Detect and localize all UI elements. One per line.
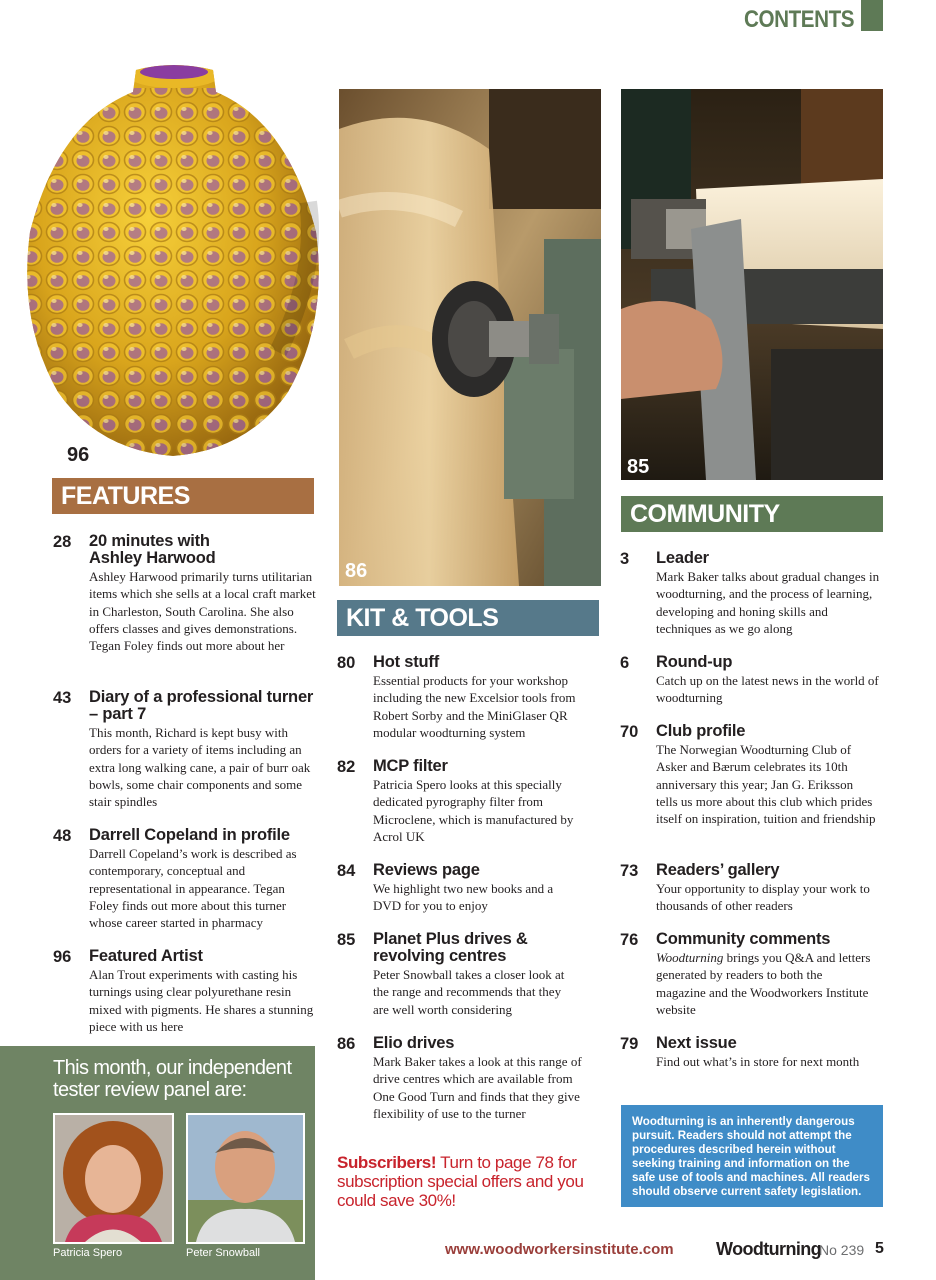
section-title: CONTENTS [744, 6, 855, 33]
entry-title: Community comments [656, 930, 831, 948]
community-banner: COMMUNITY [621, 496, 883, 532]
tester-name-peter: Peter Snowball [186, 1247, 260, 1259]
entry-title: Planet Plus drives & revolving centres [373, 930, 528, 965]
community-entry[interactable] [620, 1035, 884, 1070]
spindle-photo [339, 89, 601, 586]
community-entry[interactable] [620, 550, 884, 637]
features-entry[interactable] [53, 689, 317, 810]
entry-description: Mark Baker talks about gradual changes in woodturning, and the process of learning, developing and honing skills and techniques as we go along [656, 569, 880, 636]
features-entry[interactable] [53, 827, 317, 931]
entry-description: Essential products for your workshop including the new Excelsior tools from Robert Sorby and the MiniGlaser QR modular woodturning system [373, 673, 576, 740]
entry-title: 20 minutes with Ashley Harwood [89, 532, 216, 567]
entry-page: 85 [337, 931, 356, 949]
tester-panel-title: This month, our independent tester review panel are: [53, 1057, 292, 1101]
entry-page: 43 [53, 689, 72, 707]
entry-description: This month, Richard is kept busy with orders for a variety of items including an extra long walking cane, a pair of burr oak bowls, some chair components and some stair spindles [89, 725, 311, 810]
community-entry[interactable] [620, 654, 884, 707]
entry-page: 86 [337, 1035, 356, 1053]
entry-description: Peter Snowball takes a closer look at the range and recommends that they are well worth considering [373, 967, 565, 1017]
entry-description [656, 949, 871, 1018]
entry-title: Club profile [656, 722, 746, 740]
entry-title: MCP filter [373, 757, 448, 775]
entry-page: 6 [620, 654, 630, 672]
vase-photo [18, 52, 328, 464]
community-entry[interactable] [620, 931, 884, 1018]
features-banner: FEATURES [52, 478, 314, 514]
kit-tools-banner: KIT & TOOLS [337, 600, 599, 636]
entry-title: Leader [656, 549, 709, 567]
entry-title: Elio drives [373, 1034, 455, 1052]
entry-page: 84 [337, 862, 356, 880]
entry-title: Readers’ gallery [656, 861, 780, 879]
footer-page-number: 5 [875, 1240, 884, 1257]
footer-issue: No 239 [819, 1242, 865, 1258]
entry-description: Alan Trout experiments with casting his turnings using clear polyurethane resin mixed with pigments. He shares a stunning piece with us here [89, 967, 314, 1034]
entry-description: Your opportunity to display your work to thousands of other readers [656, 881, 870, 914]
magazine-name: Woodturning [656, 950, 724, 965]
footer-url[interactable]: www.woodworkersinstitute.com [445, 1241, 674, 1258]
subscribers-offer[interactable] [337, 1153, 599, 1210]
community-entry[interactable] [620, 723, 884, 827]
entry-page: 73 [620, 862, 639, 880]
entry-page: 79 [620, 1035, 639, 1053]
community-entry[interactable] [620, 862, 884, 915]
tester-photo-peter [186, 1113, 305, 1244]
entry-title: Next issue [656, 1034, 737, 1052]
tester-photo-patricia [53, 1113, 174, 1244]
tester-name-patricia: Patricia Spero [53, 1247, 123, 1259]
kit-entry[interactable] [337, 931, 599, 1018]
header-accent-block [861, 0, 883, 31]
entry-description: Catch up on the latest news in the world of woodturning [656, 673, 879, 706]
spindle-page-number: 86 [345, 560, 368, 582]
entry-page: 28 [53, 533, 72, 551]
entry-page: 96 [53, 948, 72, 966]
entry-title: Diary of a professional turner – part 7 [89, 688, 314, 723]
safety-warning: Woodturning is an inherently dangerous pursuit. Readers should not attempt the procedures described herein without seeking training and information on the safe use of tools and machines. All readers should observe current safety legislation. [621, 1105, 883, 1207]
entry-description: Mark Baker takes a look at this range of drive centres which are available from One Good Turn and finds that they give flexibility of use to the turner [373, 1054, 582, 1121]
entry-description: Find out what’s in store for next month [656, 1054, 860, 1069]
entry-description: Darrell Copeland’s work is described as contemporary, conceptual and representational in appearance. Tegan Foley finds out more about this turner whose career started in pharmacy [89, 846, 297, 931]
entry-description: The Norwegian Woodturning Club of Asker and Bærum celebrates its 10th anniversary this year; Jan G. Eriksson tells us more about this club which prides itself on inspiration, tuition and friendship [656, 742, 876, 827]
entry-description-text: brings you Q&A and letters generated by readers to both the magazine and the Woodworkers Institute website [656, 950, 871, 1017]
entry-title: Featured Artist [89, 947, 203, 965]
vase-page-number: 96 [67, 444, 90, 466]
entry-description: We highlight two new books and a DVD for you to enjoy [373, 881, 554, 914]
features-entry[interactable] [53, 533, 317, 654]
entry-page: 48 [53, 827, 72, 845]
kit-entry[interactable] [337, 654, 599, 741]
subscribers-text: Turn to page 78 for subscription special offers and you could save 30%! [337, 1153, 584, 1210]
subscribers-lead: Subscribers! [337, 1153, 437, 1172]
entry-page: 80 [337, 654, 356, 672]
entry-page: 3 [620, 550, 630, 568]
kit-entry[interactable] [337, 1035, 599, 1122]
lathe-page-number: 85 [627, 456, 650, 478]
entry-title: Darrell Copeland in profile [89, 826, 290, 844]
entry-title: Reviews page [373, 861, 480, 879]
entry-title: Hot stuff [373, 653, 440, 671]
features-entry[interactable] [53, 948, 317, 1035]
kit-entry[interactable] [337, 758, 599, 845]
entry-page: 82 [337, 758, 356, 776]
lathe-photo [621, 89, 883, 480]
footer-magazine: Woodturning [716, 1239, 822, 1259]
entry-title: Round-up [656, 653, 733, 671]
entry-page: 70 [620, 723, 639, 741]
kit-entry[interactable] [337, 862, 599, 915]
entry-page: 76 [620, 931, 639, 949]
entry-description: Ashley Harwood primarily turns utilitarian items which she sells at a local craft market in Charleston, South Carolina. She also offers classes and gives demonstrations. Tegan Foley finds out more about her [89, 569, 316, 654]
entry-description: Patricia Spero looks at this specially dedicated pyrography filter from Microclene, which is manufactured by Acrol UK [373, 777, 574, 844]
